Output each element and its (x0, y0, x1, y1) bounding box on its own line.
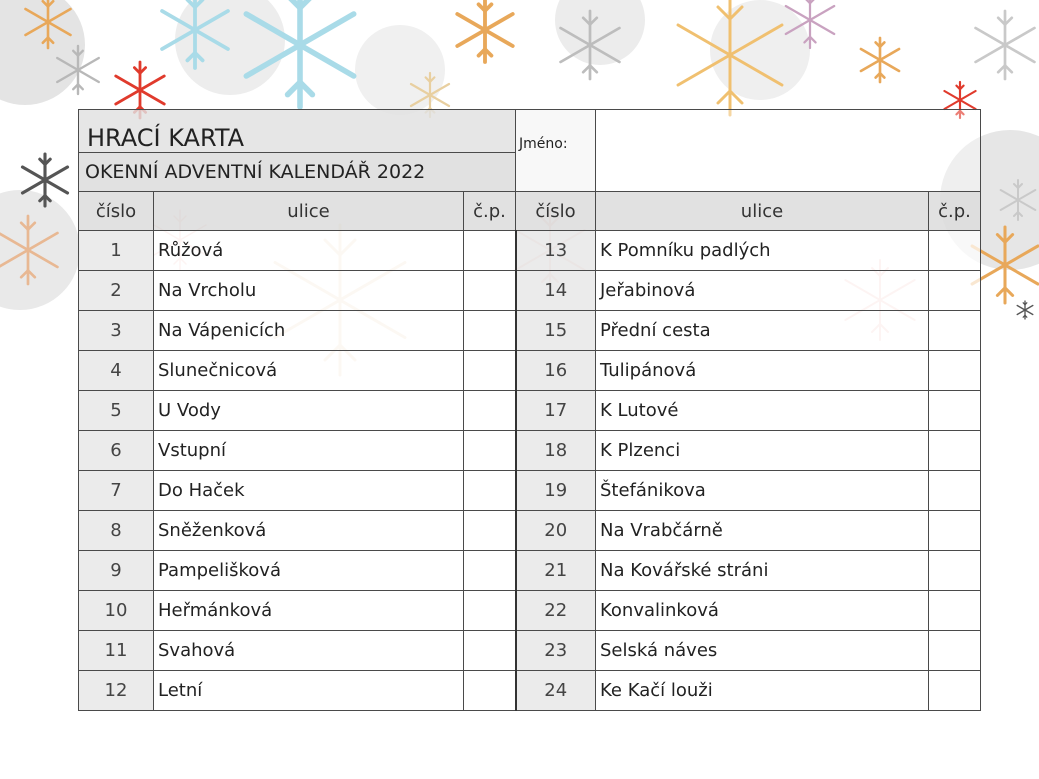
window-number: 17 (516, 391, 596, 431)
window-number: 6 (79, 431, 154, 471)
window-number: 9 (79, 551, 154, 591)
window-number: 1 (79, 231, 154, 271)
street-name: Slunečnicová (154, 351, 464, 391)
table-row (79, 551, 981, 591)
window-number: 8 (79, 511, 154, 551)
column-house: č.p. (464, 192, 516, 231)
window-number: 10 (79, 591, 154, 631)
street-name: Vstupní (154, 431, 464, 471)
street-table (78, 191, 981, 711)
house-number-field[interactable] (464, 511, 516, 551)
house-number-field[interactable] (929, 471, 981, 511)
street-name: Selská náves (596, 631, 929, 671)
table-row (79, 671, 981, 711)
street-name: Jeřabinová (596, 271, 929, 311)
table-row (79, 271, 981, 311)
house-number-field[interactable] (464, 671, 516, 711)
window-number: 24 (516, 671, 596, 711)
name-label: Jméno: (516, 110, 596, 192)
street-name: K Plzenci (596, 431, 929, 471)
column-street: ulice (154, 192, 464, 231)
window-number: 12 (79, 671, 154, 711)
street-name: Do Haček (154, 471, 464, 511)
table-row (79, 591, 981, 631)
house-number-field[interactable] (929, 231, 981, 271)
window-number: 14 (516, 271, 596, 311)
house-number-field[interactable] (929, 391, 981, 431)
house-number-field[interactable] (929, 591, 981, 631)
table-row (79, 431, 981, 471)
table-row (79, 631, 981, 671)
window-number: 4 (79, 351, 154, 391)
card-header (78, 109, 981, 192)
street-name: Svahová (154, 631, 464, 671)
street-name: Tulipánová (596, 351, 929, 391)
window-number: 15 (516, 311, 596, 351)
table-header-row (79, 192, 981, 231)
name-field[interactable] (596, 110, 981, 192)
window-number: 13 (516, 231, 596, 271)
house-number-field[interactable] (929, 311, 981, 351)
table-row (79, 351, 981, 391)
street-name: K Lutové (596, 391, 929, 431)
street-name: Letní (154, 671, 464, 711)
table-row (79, 391, 981, 431)
house-number-field[interactable] (464, 591, 516, 631)
window-number: 16 (516, 351, 596, 391)
column-number: číslo (516, 192, 596, 231)
house-number-field[interactable] (464, 551, 516, 591)
house-number-field[interactable] (929, 351, 981, 391)
street-name: U Vody (154, 391, 464, 431)
window-number: 23 (516, 631, 596, 671)
window-number: 21 (516, 551, 596, 591)
window-number: 2 (79, 271, 154, 311)
house-number-field[interactable] (464, 231, 516, 271)
game-card (78, 109, 980, 730)
house-number-field[interactable] (929, 671, 981, 711)
house-number-field[interactable] (464, 431, 516, 471)
street-name: Štefánikova (596, 471, 929, 511)
house-number-field[interactable] (464, 631, 516, 671)
street-name: Na Kovářské stráni (596, 551, 929, 591)
table-row (79, 471, 981, 511)
house-number-field[interactable] (929, 511, 981, 551)
street-name: Heřmánková (154, 591, 464, 631)
window-number: 11 (79, 631, 154, 671)
house-number-field[interactable] (929, 431, 981, 471)
window-number: 5 (79, 391, 154, 431)
card-title: HRACÍ KARTA (79, 110, 516, 153)
house-number-field[interactable] (929, 551, 981, 591)
street-name: Přední cesta (596, 311, 929, 351)
street-name: Ke Kačí louži (596, 671, 929, 711)
street-name: Na Vápenicích (154, 311, 464, 351)
window-number: 20 (516, 511, 596, 551)
house-number-field[interactable] (464, 311, 516, 351)
street-name: Na Vrcholu (154, 271, 464, 311)
street-name: Na Vrabčárně (596, 511, 929, 551)
table-row (79, 511, 981, 551)
window-number: 19 (516, 471, 596, 511)
street-name: Pampelišková (154, 551, 464, 591)
column-number: číslo (79, 192, 154, 231)
house-number-field[interactable] (464, 471, 516, 511)
window-number: 7 (79, 471, 154, 511)
table-row (79, 231, 981, 271)
window-number: 22 (516, 591, 596, 631)
house-number-field[interactable] (464, 351, 516, 391)
column-house: č.p. (929, 192, 981, 231)
house-number-field[interactable] (464, 271, 516, 311)
street-name: Sněženková (154, 511, 464, 551)
house-number-field[interactable] (464, 391, 516, 431)
window-number: 3 (79, 311, 154, 351)
street-name: Konvalinková (596, 591, 929, 631)
window-number: 18 (516, 431, 596, 471)
table-row (79, 311, 981, 351)
street-name: Růžová (154, 231, 464, 271)
house-number-field[interactable] (929, 631, 981, 671)
house-number-field[interactable] (929, 271, 981, 311)
card-subtitle: OKENNÍ ADVENTNÍ KALENDÁŘ 2022 (79, 153, 516, 192)
column-street: ulice (596, 192, 929, 231)
street-name: K Pomníku padlých (596, 231, 929, 271)
